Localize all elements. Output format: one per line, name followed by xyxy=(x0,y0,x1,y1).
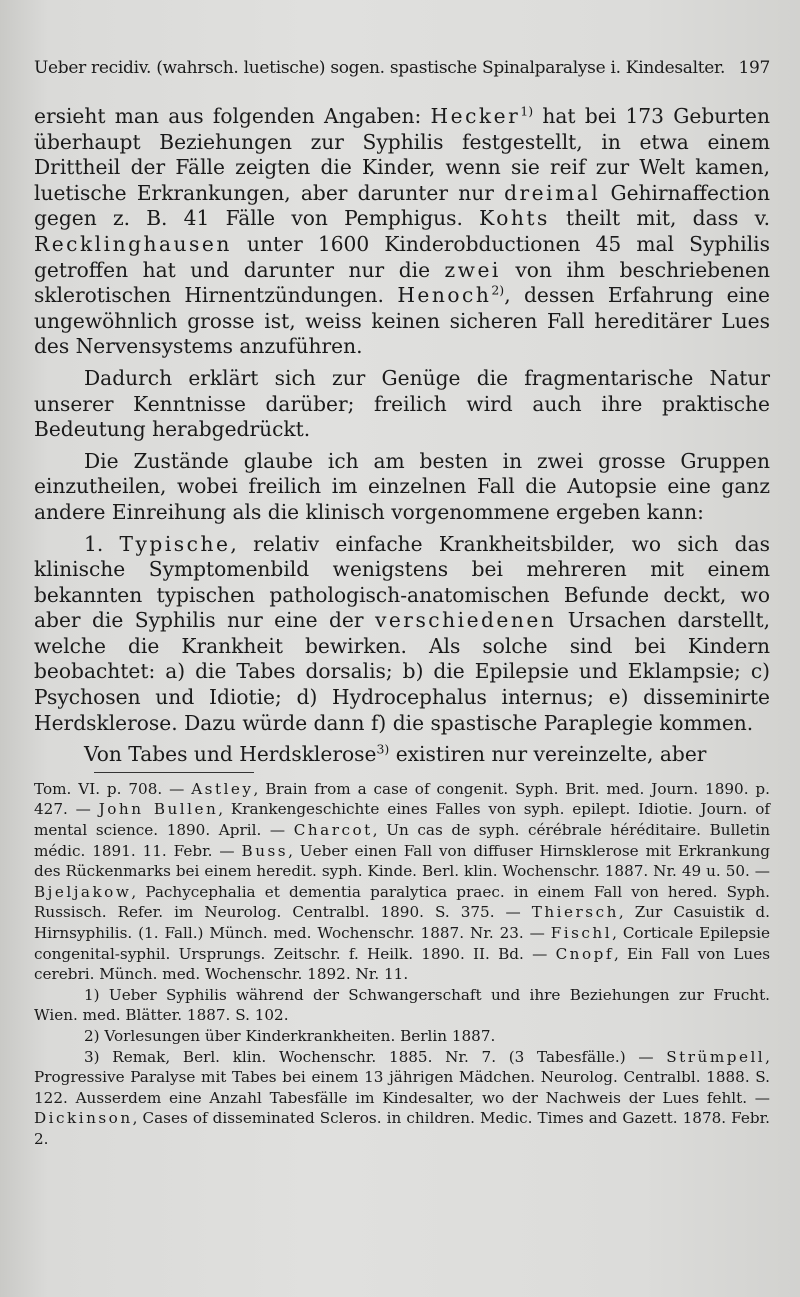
paragraph-4 xyxy=(34,532,770,737)
emphasis-dreimal: dreimal xyxy=(504,180,601,205)
text-run: , Un cas de syph. cérébrale héréditaire. Bulletin médic. 1891. 11. Febr. — xyxy=(34,821,771,860)
footnote-ref-3: 3) xyxy=(376,741,390,757)
running-head xyxy=(34,58,770,78)
footnotes xyxy=(34,779,770,1150)
text-run: Ursachen darstellt, welche die Krankheit bewirken. Als solche sind bei Kindern beobachtet: a) die Tabes dorsalis; b) die Epilepsie und Eklampsie; c) Psychosen und Idiotie; d) Hydrocephalus internus; e) disseminirte Herdsklerose. Dazu würde dann f) die spastische Paraplegie kommen. xyxy=(34,608,771,735)
name-cnopf: Cnopf xyxy=(555,944,614,963)
text-run: , relativ einfache Krankheitsbilder, wo sich das klinische Symptomenbild wenigstens bei mehreren mit einem bekannten typischen pathologisch-anatomischen Befunde deckt, wo aber die Syphilis nur eine der xyxy=(34,531,770,633)
footnote-1: 1) Ueber Syphilis während der Schwangerschaft und ihre Beziehungen zur Frucht. Wien. med. Blätter. 1887. S. 102. xyxy=(34,985,770,1025)
name-bjeljakow: Bjeljakow xyxy=(34,882,132,901)
paragraph-2: Dadurch erklärt sich zur Genüge die fragmentarische Natur unserer Kenntnisse darüber; freilich wird auch ihre praktische Bedeutung herabgedrückt. xyxy=(34,365,770,442)
name-astley: Astley xyxy=(191,779,254,798)
footnote-continuation xyxy=(34,779,770,985)
text-run: von ihm beschriebenen sklerotischen Hirnentzündungen. xyxy=(34,257,770,308)
text-run: , Ein Fall von Lues cerebri. Münch. med. Wochenschr. 1892. Nr. 11. xyxy=(34,944,770,984)
text-run: , Corticale Epilepsie congenital-syphil. Ursprungs. Zeitschr. f. Heilk. 1890. II. Bd. — xyxy=(34,924,770,963)
name-hecker: Hecker xyxy=(430,104,521,128)
name-fischl: Fischl xyxy=(550,924,613,942)
name-henoch: Henoch xyxy=(397,283,492,308)
text-run: 3) Remak, Berl. klin. Wochenschr. 1885. Nr. 7. (3 Tabesfälle.) — xyxy=(84,1047,667,1066)
running-title: Ueber recidiv. (wahrsch. luetische) sogen. spastische Spinalparalyse i. Kindesalter. xyxy=(34,58,726,78)
text-run: , Krankengeschichte eines Falles von syph. epilept. Idiotie. Journ. of mental science. 1890. April. — xyxy=(34,800,770,840)
paragraph-5 xyxy=(34,742,770,768)
text-run: existiren nur vereinzelte, aber xyxy=(389,742,707,767)
footnote-divider xyxy=(94,772,254,773)
text-run: ersieht man aus folgenden Angaben: xyxy=(34,104,431,128)
text-run: , Brain from a case of congenit. Syph. Brit. med. Journ. 1890. p. 427. — xyxy=(34,779,770,819)
footnote-ref-1: 1) xyxy=(520,103,534,119)
name-recklinghausen: Recklinghausen xyxy=(34,231,232,256)
footnote-2: 2) Vorlesungen über Kinderkrankheiten. Berlin 1887. xyxy=(84,1026,496,1045)
text-run: unter 1600 Kinderobductionen 45 mal Syphilis getroffen hat und darunter nur die xyxy=(34,231,770,282)
footnote-ref-2: 2) xyxy=(491,282,505,298)
name-dickinson: Dickinson xyxy=(34,1109,133,1128)
name-struempell: Strümpell xyxy=(666,1047,766,1066)
text-run: hat bei 173 Geburten überhaupt Beziehungen zur Syphilis festgestellt, in etwa einem Drittheil der Fälle zeigten die Kinder, wenn sie reif zur Welt kamen, luetische Erkrankungen, aber darunter nur xyxy=(34,104,770,205)
text-run: , Zur Casuistik d. Hirnsyphilis. (1. Fall.) Münch. med. Wochenschr. 1887. Nr. 23. — xyxy=(34,903,770,942)
text-run: Von Tabes und Herdsklerose xyxy=(84,742,377,767)
main-text xyxy=(34,104,770,768)
text-run: Gehirnaffection gegen z. B. 41 Fälle von Pemphigus. xyxy=(34,180,770,231)
name-charcot: Charcot xyxy=(293,821,373,840)
text-run: , Progressive Paralyse mit Tabes bei einem 13 jährigen Mädchen. Neurolog. Centralbl. 1888. S. 122. Ausserdem eine Anzahl Tabesfälle im Kindesalter, wo der Nachweis der Lues fehlt. — xyxy=(34,1047,770,1107)
text-run: theilt mit, dass v. xyxy=(549,206,770,231)
name-kohts: Kohts xyxy=(479,206,550,231)
text-run: , Pachycephalia et dementia paralytica praec. in einem Fall von hered. Syph. Russisch. Refer. im Neurolog. Centralbl. 1890. S. 375. — xyxy=(34,882,770,922)
page-number: 197 xyxy=(738,58,770,78)
text-run: Tom. VI. p. 708. — xyxy=(34,779,192,798)
emphasis-zwei: zwei xyxy=(444,257,501,282)
emphasis-verschiedenen: verschiedenen xyxy=(374,608,557,633)
text-run: 1. xyxy=(84,531,120,556)
paragraph-3: Die Zustände glaube ich am besten in zwei grosse Gruppen einzutheilen, wobei freilich im einzelnen Fall die Autopsie eine ganz andere Einreihung als die klinisch vorgenommene ergeben kann: xyxy=(34,448,770,524)
name-thiersch: Thiersch xyxy=(531,903,619,922)
footnote-3 xyxy=(34,1047,770,1150)
emphasis-typische: Typische xyxy=(119,531,231,556)
paragraph-1 xyxy=(34,104,770,360)
text-run: , Ueber einen Fall von diffuser Hirnsklerose mit Erkrankung des Rückenmarks bei einem heredit. syph. Kinde. Berl. klin. Wochenschr. 1887. Nr. 49 u. 50. — xyxy=(34,841,770,881)
name-buss: Buss xyxy=(241,841,289,860)
text-run: , Cases of disseminated Scleros. in children. Medic. Times and Gazett. 1878. Febr. 2. xyxy=(34,1109,770,1148)
text-run: , dessen Erfahrung eine ungewöhnlich grosse ist, weiss keinen sicheren Fall hereditärer Lues des Nervensystems anzuführen. xyxy=(34,283,771,359)
name-bullen: John Bullen xyxy=(98,800,219,819)
